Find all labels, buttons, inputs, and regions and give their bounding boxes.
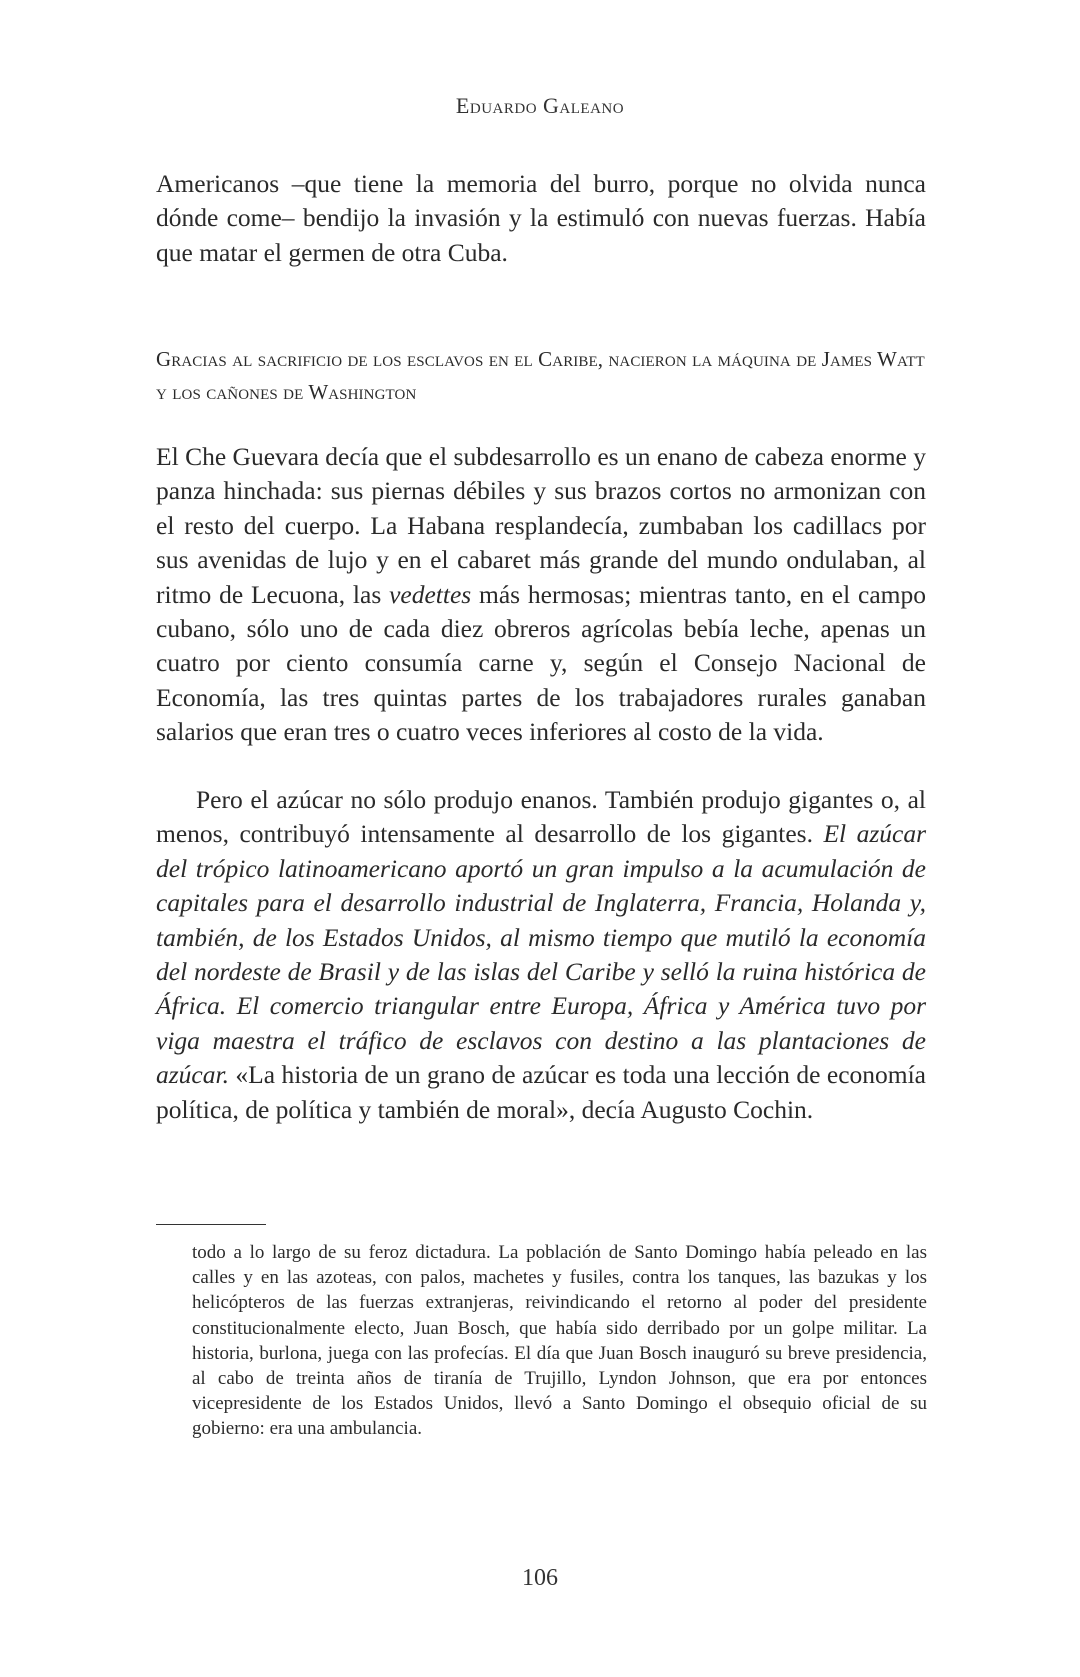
text-run: más hermosas; mientras tanto, en el campo cubano, sólo uno de cada diez obreros agrícolas bebía leche, apenas un cuatro por ciento consumía carne y, según el Consejo Nacional de Economía, las tres quintas partes de los trabajadores rurales ganaban salarios que eran tres o cuatro veces inferiores al costo de la vida. xyxy=(156,579,927,747)
italic-passage: El azúcar del trópico latinoamericano aportó un gran impulso a la acumulación de capitales para el desarrollo industrial de Inglaterra, Francia, Holanda y, también, de los Estados Unidos, al mismo tiempo que mutiló la economía del nordeste de Brasil y de las islas del Caribe y selló la ruina histórica de África. El comercio triangular entre Europa, África y América tuvo por viga maestra el tráfico de esclavos con destino a las plantaciones de azúcar. xyxy=(156,819,927,1090)
footnote-divider xyxy=(156,1224,266,1225)
quotation: «La historia de un grano de azúcar es toda una lección de economía política, de política y también de moral», decía Augusto Cochin. xyxy=(156,1060,926,1124)
paragraph-text: Americanos –que tiene la memoria del burro, porque no olvida nunca dónde come– bendijo la invasión y la estimuló con nuevas fuerzas. Había que matar el germen de otra Cuba. xyxy=(156,169,926,267)
paragraph-sugar-giants xyxy=(156,783,926,1127)
running-head-author: Eduardo Galeano xyxy=(455,93,625,118)
paragraph-che-guevara xyxy=(156,440,926,750)
paragraph-continuation xyxy=(156,167,926,270)
footnote: todo a lo largo de su feroz dictadura. La población de Santo Domingo había peleado en las calles y en las azoteas, con palos, machetes y fusiles, contra los tanques, las bazukas y los helicópteros de las fuerzas extranjeras, reivindicando el retorno al poder del presidente constitucionalmente electo, Juan Bosch, que había sido derribado por un golpe militar. La historia, burlona, juega con las profecías. El día que Juan Bosch inauguró su breve presidencia, al cabo de treinta años de tiranía de Trujillo, Lyndon Johnson, que era por entonces vicepresidente de los Estados Unidos, llevó a Santo Domingo el obsequio oficial de su gobierno: era una ambulancia. xyxy=(192,1242,927,1440)
section-heading: Gracias al sacrificio de los esclavos en el Caribe, nacieron la máquina de James Watt y los cañones de Washington xyxy=(156,347,925,404)
text-run: El Che Guevara decía que el subdesarrollo es un enano de cabeza enorme y panza hinchada: sus piernas débiles y sus brazos cortos no armonizan con el resto del cuerpo. La Habana resplandecía, zumbaban los cadillacs por sus avenidas de lujo y en el cabaret más grande del mundo ondulaban, al ritmo de Lecuona, las xyxy=(156,442,926,609)
paragraph-text xyxy=(156,783,926,1127)
italic-term: vedettes xyxy=(389,579,472,609)
text-run: Pero el azúcar no sólo produjo enanos. También produjo gigantes o, al menos, contribuyó intensamente al desarrollo de los gigantes. xyxy=(156,785,926,849)
page-number: 106 xyxy=(522,1565,558,1591)
paragraph-text xyxy=(156,440,926,750)
